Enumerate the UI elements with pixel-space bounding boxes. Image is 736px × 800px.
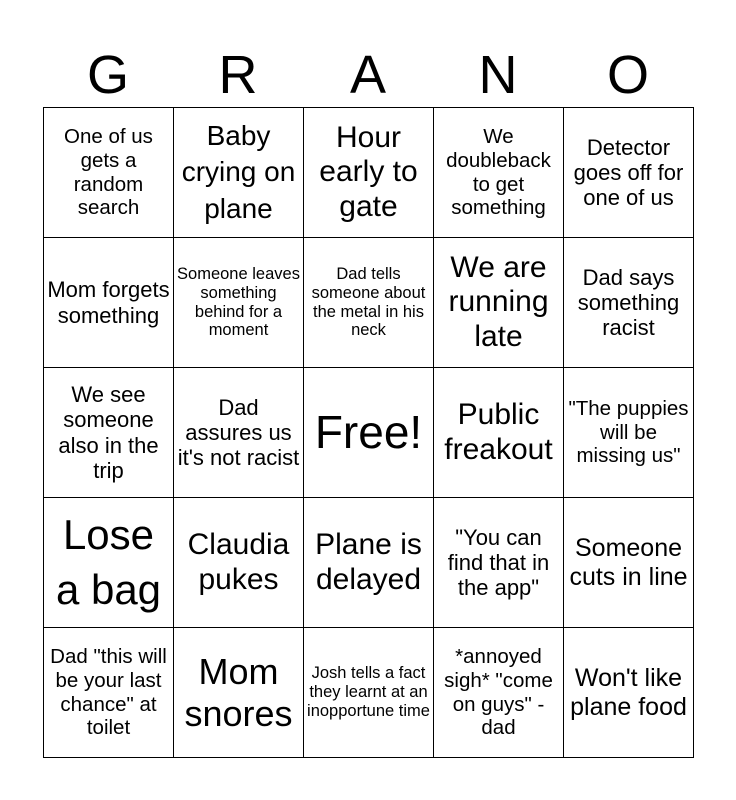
free-space-cell[interactable]: Free! xyxy=(304,368,434,498)
bingo-cell[interactable]: "The puppies will be missing us" xyxy=(564,368,694,498)
board-row xyxy=(44,628,694,758)
board-row xyxy=(44,498,694,628)
bingo-cell[interactable]: Detector goes off for one of us xyxy=(564,108,694,238)
bingo-cell[interactable]: Won't like plane food xyxy=(564,628,694,758)
header-letter-a: A xyxy=(349,45,387,105)
bingo-cell[interactable]: Dad says something racist xyxy=(564,238,694,368)
bingo-cell[interactable]: *annoyed sigh* "come on guys" - dad xyxy=(434,628,564,758)
bingo-cell[interactable]: Someone leaves something behind for a moment xyxy=(174,238,304,368)
bingo-cell[interactable]: Mom forgets something xyxy=(44,238,174,368)
header-letter-g: G xyxy=(86,45,129,105)
bingo-cell[interactable]: Hour early to gate xyxy=(304,108,434,238)
board-row xyxy=(44,108,694,238)
bingo-cell[interactable]: Dad "this will be your last chance" at toilet xyxy=(44,628,174,758)
bingo-cell[interactable]: One of us gets a random search xyxy=(44,108,174,238)
bingo-board xyxy=(43,107,694,758)
bingo-cell[interactable]: Plane is delayed xyxy=(304,498,434,628)
board-row xyxy=(44,238,694,368)
bingo-cell[interactable]: Baby crying on plane xyxy=(174,108,304,238)
header-letter-r: R xyxy=(218,45,258,105)
bingo-cell[interactable]: Lose a bag xyxy=(44,498,174,628)
header-letter-o: O xyxy=(606,45,649,105)
bingo-cell[interactable]: Dad assures us it's not racist xyxy=(174,368,304,498)
bingo-cell[interactable]: Dad tells someone about the metal in his neck xyxy=(304,238,434,368)
board-row xyxy=(44,368,694,498)
bingo-cell[interactable]: Claudia pukes xyxy=(174,498,304,628)
header-letter-n: N xyxy=(478,45,518,105)
bingo-cell[interactable]: We see someone also in the trip xyxy=(44,368,174,498)
bingo-cell[interactable]: Mom snores xyxy=(174,628,304,758)
bingo-cell[interactable]: Public freakout xyxy=(434,368,564,498)
bingo-cell[interactable]: "You can find that in the app" xyxy=(434,498,564,628)
bingo-header xyxy=(43,44,693,106)
bingo-cell[interactable]: We are running late xyxy=(434,238,564,368)
bingo-cell[interactable]: We doubleback to get something xyxy=(434,108,564,238)
bingo-cell[interactable]: Josh tells a fact they learnt at an inopportune time xyxy=(304,628,434,758)
bingo-cell[interactable]: Someone cuts in line xyxy=(564,498,694,628)
